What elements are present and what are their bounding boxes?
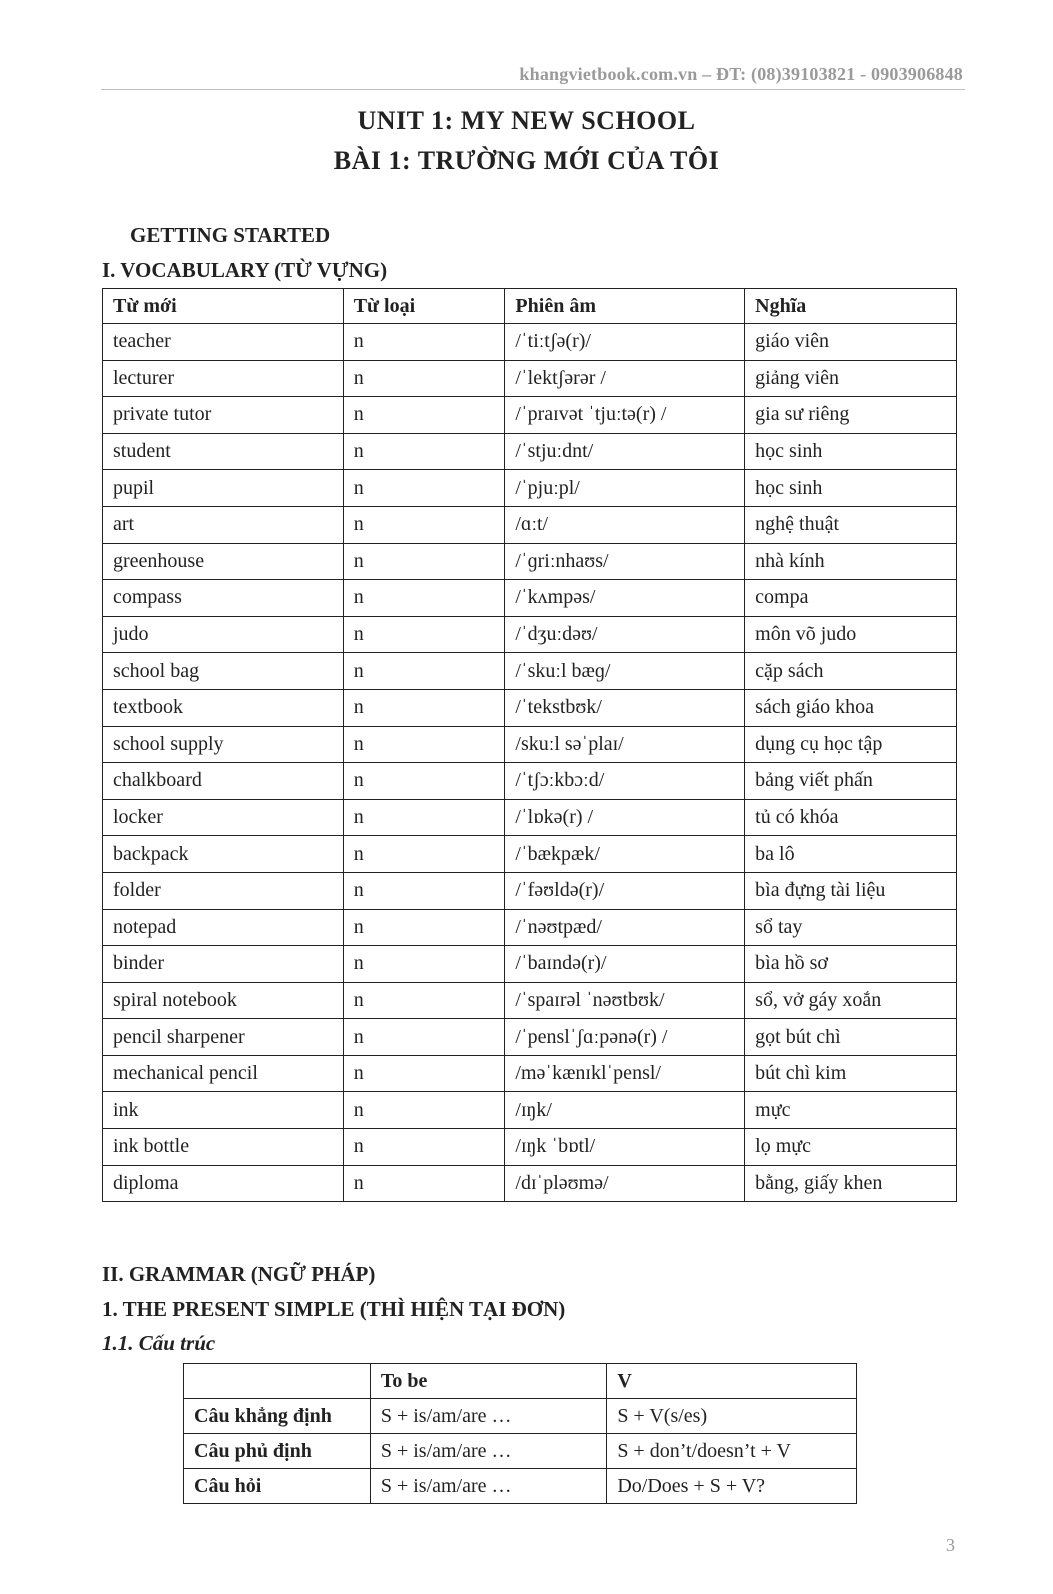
vocab-pronunciation-cell: /ˈkʌmpəs/ xyxy=(505,580,745,617)
vocab-word-cell: textbook xyxy=(103,689,344,726)
vocab-pronunciation-cell: /məˈkænɪklˈpensl/ xyxy=(505,1055,745,1092)
grammar-header-verb: V xyxy=(607,1364,857,1399)
vocab-word-type-cell: n xyxy=(343,616,505,653)
vocab-meaning-cell: giáo viên xyxy=(745,324,957,361)
vocab-pronunciation-cell: /ˈpraɪvət ˈtjuːtə(r) / xyxy=(505,397,745,434)
vocab-pronunciation-cell: /ˈstjuːdnt/ xyxy=(505,433,745,470)
vocab-pronunciation-cell: /ˈbækpæk/ xyxy=(505,836,745,873)
vocab-word-cell: student xyxy=(103,433,344,470)
table-row xyxy=(103,946,957,983)
table-row xyxy=(103,982,957,1019)
vocab-word-type-cell: n xyxy=(343,982,505,1019)
vocab-meaning-cell: lọ mực xyxy=(745,1129,957,1166)
vocab-word-type-cell: n xyxy=(343,653,505,690)
table-row xyxy=(103,1092,957,1129)
vocab-word-type-cell: n xyxy=(343,324,505,361)
vocab-meaning-cell: gọt bút chì xyxy=(745,1019,957,1056)
vocab-word-cell: ink xyxy=(103,1092,344,1129)
vocab-meaning-cell: mực xyxy=(745,1092,957,1129)
vocabulary-heading: I. VOCABULARY (TỪ VỰNG) xyxy=(102,258,388,282)
vocab-pronunciation-cell: /ˈpjuːpl/ xyxy=(505,470,745,507)
table-row xyxy=(103,324,957,361)
vocab-word-type-cell: n xyxy=(343,433,505,470)
vocab-meaning-cell: bảng viết phấn xyxy=(745,763,957,800)
table-row xyxy=(103,616,957,653)
vocab-word-cell: teacher xyxy=(103,324,344,361)
vocab-meaning-cell: bìa đựng tài liệu xyxy=(745,872,957,909)
unit-title: UNIT 1: MY NEW SCHOOL xyxy=(357,106,696,135)
vocab-word-type-cell: n xyxy=(343,909,505,946)
vocab-word-cell: locker xyxy=(103,799,344,836)
vocab-word-type-cell: n xyxy=(343,689,505,726)
vocab-word-type-cell: n xyxy=(343,1165,505,1202)
grammar-sentence-type-cell: Câu khẳng định xyxy=(184,1399,371,1434)
vocab-pronunciation-cell: /ˈspaɪrəl ˈnəʊtbʊk/ xyxy=(505,982,745,1019)
vocab-pronunciation-cell: /ˈbaɪndə(r)/ xyxy=(505,946,745,983)
table-row xyxy=(103,580,957,617)
table-row xyxy=(103,763,957,800)
vocab-meaning-cell: bút chì kim xyxy=(745,1055,957,1092)
vocab-meaning-cell: gia sư riêng xyxy=(745,397,957,434)
grammar-verb-cell: S + don’t/doesn’t + V xyxy=(607,1434,857,1469)
vocab-word-cell: lecturer xyxy=(103,360,344,397)
table-row xyxy=(103,836,957,873)
vocab-pronunciation-cell: /ˈskuːl bæɡ/ xyxy=(505,653,745,690)
vocab-word-type-cell: n xyxy=(343,360,505,397)
vocab-meaning-cell: giảng viên xyxy=(745,360,957,397)
lesson-title: BÀI 1: TRƯỜNG MỚI CỦA TÔI xyxy=(333,146,720,175)
vocab-meaning-cell: nhà kính xyxy=(745,543,957,580)
page-header: khangvietbook.com.vn – ĐT: (08)39103821 - 0903906848 xyxy=(519,64,963,84)
vocab-word-cell: backpack xyxy=(103,836,344,873)
grammar-verb-cell: Do/Does + S + V? xyxy=(607,1469,857,1504)
vocab-word-cell: spiral notebook xyxy=(103,982,344,1019)
table-row xyxy=(103,689,957,726)
vocab-word-type-cell: n xyxy=(343,726,505,763)
vocab-pronunciation-cell: /ˈfəʊldə(r)/ xyxy=(505,872,745,909)
vocab-word-cell: chalkboard xyxy=(103,763,344,800)
grammar-sentence-type-cell: Câu phủ định xyxy=(184,1434,371,1469)
vocab-pronunciation-cell: /ɪŋk/ xyxy=(505,1092,745,1129)
grammar-structure-table xyxy=(183,1363,857,1504)
table-row xyxy=(103,1055,957,1092)
vocab-word-cell: pupil xyxy=(103,470,344,507)
grammar-table-body xyxy=(184,1399,857,1504)
vocab-word-cell: ink bottle xyxy=(103,1129,344,1166)
vocab-word-cell: folder xyxy=(103,872,344,909)
table-row xyxy=(103,1019,957,1056)
header-divider xyxy=(101,89,965,90)
vocab-pronunciation-cell: /dɪˈpləʊmə/ xyxy=(505,1165,745,1202)
vocab-word-type-cell: n xyxy=(343,836,505,873)
vocab-meaning-cell: môn võ judo xyxy=(745,616,957,653)
vocab-word-cell: private tutor xyxy=(103,397,344,434)
vocabulary-header-row xyxy=(103,289,957,324)
vocab-word-type-cell: n xyxy=(343,580,505,617)
vocab-word-type-cell: n xyxy=(343,543,505,580)
vocab-pronunciation-cell: /ˈtiːtʃə(r)/ xyxy=(505,324,745,361)
table-row xyxy=(103,799,957,836)
vocab-word-cell: notepad xyxy=(103,909,344,946)
table-row xyxy=(103,1165,957,1202)
grammar-header-to-be: To be xyxy=(370,1364,606,1399)
structure-subheading: 1.1. Cấu trúc xyxy=(102,1331,216,1355)
vocab-pronunciation-cell: /ɑːt/ xyxy=(505,506,745,543)
vocab-meaning-cell: học sinh xyxy=(745,433,957,470)
grammar-sentence-type-cell: Câu hỏi xyxy=(184,1469,371,1504)
column-header-word-type: Từ loại xyxy=(343,289,505,324)
vocab-pronunciation-cell: /ˈdʒuːdəʊ/ xyxy=(505,616,745,653)
vocab-word-type-cell: n xyxy=(343,470,505,507)
table-row xyxy=(103,726,957,763)
vocab-pronunciation-cell: /ˈnəʊtpæd/ xyxy=(505,909,745,946)
vocab-meaning-cell: cặp sách xyxy=(745,653,957,690)
vocab-pronunciation-cell: /ˈtekstbʊk/ xyxy=(505,689,745,726)
vocab-word-cell: mechanical pencil xyxy=(103,1055,344,1092)
vocab-pronunciation-cell: /skuːl səˈplaɪ/ xyxy=(505,726,745,763)
vocabulary-table-body xyxy=(103,324,957,1202)
grammar-to-be-cell: S + is/am/are … xyxy=(370,1399,606,1434)
grammar-verb-cell: S + V(s/es) xyxy=(607,1399,857,1434)
vocab-meaning-cell: nghệ thuật xyxy=(745,506,957,543)
vocab-pronunciation-cell: /ɪŋk ˈbɒtl/ xyxy=(505,1129,745,1166)
table-row xyxy=(103,470,957,507)
table-row xyxy=(103,653,957,690)
vocab-word-cell: greenhouse xyxy=(103,543,344,580)
table-row xyxy=(184,1469,857,1504)
grammar-to-be-cell: S + is/am/are … xyxy=(370,1434,606,1469)
present-simple-heading: 1. THE PRESENT SIMPLE (THÌ HIỆN TẠI ĐƠN) xyxy=(102,1297,566,1321)
grammar-header-row xyxy=(184,1364,857,1399)
column-header-meaning: Nghĩa xyxy=(745,289,957,324)
table-row xyxy=(103,397,957,434)
vocab-word-type-cell: n xyxy=(343,1055,505,1092)
vocab-meaning-cell: dụng cụ học tập xyxy=(745,726,957,763)
table-row xyxy=(103,909,957,946)
vocab-word-type-cell: n xyxy=(343,799,505,836)
vocab-pronunciation-cell: /ˈtʃɔːkbɔːd/ xyxy=(505,763,745,800)
vocab-pronunciation-cell: /ˈlektʃərər / xyxy=(505,360,745,397)
vocab-meaning-cell: bìa hồ sơ xyxy=(745,946,957,983)
vocab-meaning-cell: sổ tay xyxy=(745,909,957,946)
vocab-word-cell: judo xyxy=(103,616,344,653)
vocab-pronunciation-cell: /ˈpenslˈʃɑːpənə(r) / xyxy=(505,1019,745,1056)
table-row xyxy=(184,1399,857,1434)
table-row xyxy=(103,433,957,470)
vocabulary-table xyxy=(102,288,957,1202)
vocab-meaning-cell: sổ, vở gáy xoắn xyxy=(745,982,957,1019)
vocab-word-type-cell: n xyxy=(343,1019,505,1056)
column-header-new-word: Từ mới xyxy=(103,289,344,324)
column-header-pronunciation: Phiên âm xyxy=(505,289,745,324)
getting-started-heading: GETTING STARTED xyxy=(130,223,331,247)
vocab-meaning-cell: compa xyxy=(745,580,957,617)
table-row xyxy=(184,1434,857,1469)
vocab-meaning-cell: học sinh xyxy=(745,470,957,507)
vocab-meaning-cell: sách giáo khoa xyxy=(745,689,957,726)
vocab-meaning-cell: tủ có khóa xyxy=(745,799,957,836)
vocab-word-type-cell: n xyxy=(343,1129,505,1166)
table-row xyxy=(103,506,957,543)
vocab-word-cell: diploma xyxy=(103,1165,344,1202)
table-row xyxy=(103,360,957,397)
vocab-word-cell: art xyxy=(103,506,344,543)
vocab-word-type-cell: n xyxy=(343,763,505,800)
vocab-word-cell: pencil sharpener xyxy=(103,1019,344,1056)
vocab-word-cell: binder xyxy=(103,946,344,983)
vocab-word-cell: school supply xyxy=(103,726,344,763)
vocab-meaning-cell: ba lô xyxy=(745,836,957,873)
grammar-heading: II. GRAMMAR (NGỮ PHÁP) xyxy=(102,1262,376,1286)
vocab-word-type-cell: n xyxy=(343,872,505,909)
grammar-header-empty xyxy=(184,1364,371,1399)
vocab-word-type-cell: n xyxy=(343,506,505,543)
vocab-word-cell: school bag xyxy=(103,653,344,690)
table-row xyxy=(103,1129,957,1166)
vocab-word-type-cell: n xyxy=(343,397,505,434)
table-row xyxy=(103,872,957,909)
grammar-to-be-cell: S + is/am/are … xyxy=(370,1469,606,1504)
vocab-pronunciation-cell: /ˈlɒkə(r) / xyxy=(505,799,745,836)
vocab-word-cell: compass xyxy=(103,580,344,617)
page-number: 3 xyxy=(946,1535,955,1555)
vocab-meaning-cell: bằng, giấy khen xyxy=(745,1165,957,1202)
vocab-pronunciation-cell: /ˈɡriːnhaʊs/ xyxy=(505,543,745,580)
vocab-word-type-cell: n xyxy=(343,1092,505,1129)
vocab-word-type-cell: n xyxy=(343,946,505,983)
table-row xyxy=(103,543,957,580)
